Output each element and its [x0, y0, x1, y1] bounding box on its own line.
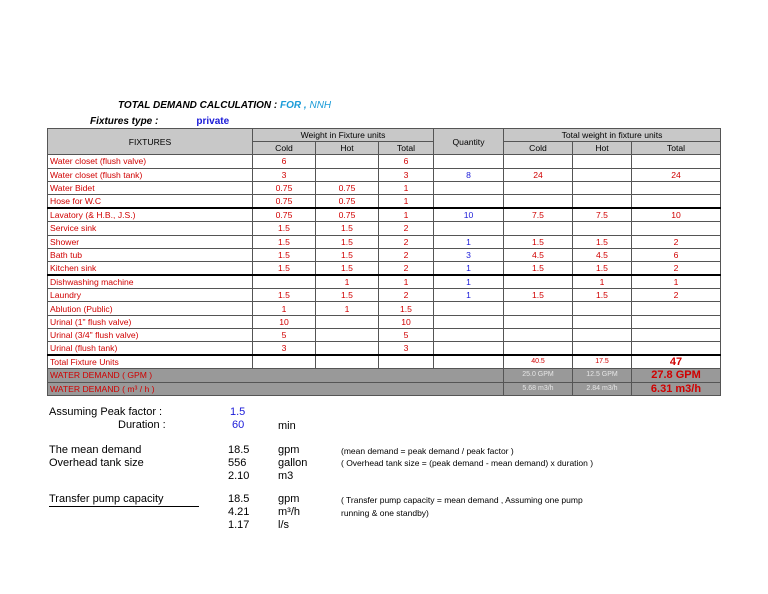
- header-hot: Hot: [316, 142, 379, 155]
- weight-hot: 1.5: [316, 235, 379, 248]
- mean-demand-unit: gpm: [278, 444, 300, 456]
- demand-gpm-total: 27.8 GPM: [632, 369, 721, 382]
- quantity: [434, 222, 504, 235]
- weight-total: 2: [379, 222, 434, 235]
- total-hot: [573, 194, 632, 208]
- demand-gpm-hot: 12.5 GPM: [573, 369, 632, 382]
- fixture-name: Kitchen sink: [48, 261, 253, 275]
- total-total: [632, 155, 721, 168]
- quantity: [434, 328, 504, 341]
- total-cold: 1.5: [504, 261, 573, 275]
- weight-total: 1: [379, 194, 434, 208]
- quantity: 3: [434, 248, 504, 261]
- total-hot: [573, 328, 632, 341]
- demand-table: [47, 128, 721, 396]
- quantity: 1: [434, 261, 504, 275]
- quantity: 1: [434, 275, 504, 289]
- mean-demand-value: 18.5: [228, 444, 250, 456]
- weight-cold: 1.5: [253, 261, 316, 275]
- pump-note-line1: ( Transfer pump capacity = mean demand , Assuming one pump: [341, 495, 583, 505]
- total-total: 2: [632, 235, 721, 248]
- total-total: 2: [632, 261, 721, 275]
- weight-cold: 0.75: [253, 181, 316, 194]
- table-row: [48, 328, 721, 341]
- pump-note-line2: running & one standby): [341, 508, 429, 518]
- mean-demand-label: The mean demand: [49, 444, 142, 456]
- weight-cold: 0.75: [253, 194, 316, 208]
- weight-total: 2: [379, 248, 434, 261]
- quantity: [434, 302, 504, 315]
- total-cold: [504, 275, 573, 289]
- total-hot: [573, 342, 632, 356]
- pump-m3h-value: 4.21: [228, 506, 250, 518]
- weight-cold: 10: [253, 315, 316, 328]
- table-row: [48, 194, 721, 208]
- demand-m3h-label: WATER DEMAND ( m³ / h ): [48, 382, 253, 395]
- weight-hot: 0.75: [316, 181, 379, 194]
- table-row: [48, 302, 721, 315]
- table-row: [48, 181, 721, 194]
- fixture-name: Lavatory (& H.B., J.S.): [48, 208, 253, 222]
- fixture-name: Service sink: [48, 222, 253, 235]
- weight-hot: 0.75: [316, 194, 379, 208]
- table-row: [48, 168, 721, 181]
- total-cold: [504, 155, 573, 168]
- title-for: FOR: [280, 100, 302, 111]
- totals-row: [48, 355, 721, 369]
- tank-size-note: ( Overhead tank size = (peak demand - mean demand) x duration ): [341, 458, 594, 468]
- pump-ls-unit: l/s: [278, 519, 289, 531]
- fixture-name: Laundry: [48, 289, 253, 302]
- total-total: [632, 222, 721, 235]
- weight-cold: 5: [253, 328, 316, 341]
- demand-m3h-cold: 5.68 m3/h: [504, 382, 573, 395]
- fixture-name: Water closet (flush tank): [48, 168, 253, 181]
- weight-hot: [316, 342, 379, 356]
- quantity: 1: [434, 289, 504, 302]
- fixture-name: Hose for W.C: [48, 194, 253, 208]
- quantity: 8: [434, 168, 504, 181]
- tank-m3-value: 2.10: [228, 470, 250, 482]
- total-cold: [504, 315, 573, 328]
- total-cold: 24: [504, 168, 573, 181]
- fixture-name: Bath tub: [48, 248, 253, 261]
- weight-hot: 0.75: [316, 208, 379, 222]
- table-row: [48, 289, 721, 302]
- total-total: 1: [632, 275, 721, 289]
- tank-size-unit: gallon: [278, 457, 308, 469]
- weight-hot: 1.5: [316, 248, 379, 261]
- total-cold: 1.5: [504, 289, 573, 302]
- total-hot: [573, 155, 632, 168]
- total-cold: 4.5: [504, 248, 573, 261]
- weight-hot: 1: [316, 302, 379, 315]
- title-comma: ,: [301, 100, 307, 111]
- total-total: [632, 342, 721, 356]
- table-row: [48, 235, 721, 248]
- weight-hot: [316, 328, 379, 341]
- fixture-name: Urinal (3/4" flush valve): [48, 328, 253, 341]
- total-hot: [573, 302, 632, 315]
- pump-ls-value: 1.17: [228, 519, 250, 531]
- header-total-cold: Cold: [504, 142, 573, 155]
- title-text: TOTAL DEMAND CALCULATION :: [118, 100, 281, 111]
- demand-gpm-row: [48, 369, 721, 382]
- header-total-group: Total weight in fixture units: [504, 129, 721, 142]
- total-hot: 1.5: [573, 235, 632, 248]
- header-total-total: Total: [632, 142, 721, 155]
- total-hot: 7.5: [573, 208, 632, 222]
- table-row: [48, 261, 721, 275]
- fixture-rows: [48, 155, 721, 355]
- total-cold: 7.5: [504, 208, 573, 222]
- tank-size-value: 556: [228, 457, 247, 469]
- weight-cold: 1.5: [253, 222, 316, 235]
- demand-gpm-label: WATER DEMAND ( GPM ): [48, 369, 253, 382]
- fixtures-type-label: Fixtures type :: [90, 116, 159, 127]
- weight-total: 3: [379, 168, 434, 181]
- weight-total: 10: [379, 315, 434, 328]
- total-total: [632, 302, 721, 315]
- duration-value: 60: [232, 419, 245, 431]
- total-cold: 1.5: [504, 235, 573, 248]
- tank-size-label: Overhead tank size: [49, 457, 144, 469]
- pump-m3h-unit: m³/h: [278, 506, 300, 518]
- weight-hot: [316, 155, 379, 168]
- fixtures-type-value: private: [196, 116, 230, 127]
- fixture-name: Water closet (flush valve): [48, 155, 253, 168]
- total-hot: [573, 222, 632, 235]
- weight-total: 6: [379, 155, 434, 168]
- total-hot: 1.5: [573, 289, 632, 302]
- weight-cold: 1.5: [253, 289, 316, 302]
- weight-total: 1: [379, 208, 434, 222]
- weight-total: 1.5: [379, 302, 434, 315]
- weight-total: 2: [379, 261, 434, 275]
- total-total: [632, 328, 721, 341]
- mean-demand-note: (mean demand = peak demand / peak factor ): [341, 446, 514, 456]
- pump-capacity-label: Transfer pump capacity: [49, 493, 199, 507]
- fixture-name: Urinal (flush tank): [48, 342, 253, 356]
- weight-hot: [316, 168, 379, 181]
- table-row: [48, 275, 721, 289]
- demand-m3h-row: [48, 382, 721, 395]
- weight-total: 2: [379, 289, 434, 302]
- totals-total: 47: [632, 355, 721, 369]
- header-cold: Cold: [253, 142, 316, 155]
- total-total: [632, 181, 721, 194]
- weight-total: 1: [379, 181, 434, 194]
- header-fixtures: FIXTURES: [48, 129, 253, 155]
- total-cold: [504, 302, 573, 315]
- totals-label: Total Fixture Units: [48, 355, 253, 369]
- weight-hot: 1.5: [316, 222, 379, 235]
- total-hot: [573, 181, 632, 194]
- quantity: [434, 155, 504, 168]
- totals-cold: 40.5: [504, 355, 573, 369]
- total-total: [632, 315, 721, 328]
- total-cold: [504, 194, 573, 208]
- fixture-name: Urinal (1" flush valve): [48, 315, 253, 328]
- table-row: [48, 155, 721, 168]
- weight-cold: [253, 275, 316, 289]
- quantity: [434, 342, 504, 356]
- table-row: [48, 342, 721, 356]
- header-row-1: [48, 129, 721, 142]
- total-hot: 1.5: [573, 261, 632, 275]
- total-cold: [504, 342, 573, 356]
- tank-m3-unit: m3: [278, 470, 294, 482]
- weight-cold: 6: [253, 155, 316, 168]
- header-total: Total: [379, 142, 434, 155]
- total-total: 2: [632, 289, 721, 302]
- total-hot: 4.5: [573, 248, 632, 261]
- total-total: 24: [632, 168, 721, 181]
- total-total: 10: [632, 208, 721, 222]
- weight-cold: 1.5: [253, 248, 316, 261]
- quantity: [434, 194, 504, 208]
- weight-cold: 0.75: [253, 208, 316, 222]
- table-row: [48, 248, 721, 261]
- total-cold: [504, 328, 573, 341]
- weight-hot: 1.5: [316, 261, 379, 275]
- duration-unit: min: [278, 420, 296, 432]
- header-total-hot: Hot: [573, 142, 632, 155]
- totals-hot: 17.5: [573, 355, 632, 369]
- total-total: [632, 194, 721, 208]
- pump-capacity-unit: gpm: [278, 493, 300, 505]
- fixtures-type-line: [90, 116, 229, 127]
- weight-cold: 1: [253, 302, 316, 315]
- table-row: [48, 315, 721, 328]
- total-hot: [573, 168, 632, 181]
- demand-gpm-cold: 25.0 GPM: [504, 369, 573, 382]
- fixture-name: Dishwashing machine: [48, 275, 253, 289]
- pump-capacity-value: 18.5: [228, 493, 250, 505]
- total-cold: [504, 222, 573, 235]
- title-project: NNH: [309, 100, 332, 111]
- weight-total: 2: [379, 235, 434, 248]
- total-hot: [573, 315, 632, 328]
- header-quantity: Quantity: [434, 129, 504, 155]
- table-row: [48, 208, 721, 222]
- fixture-name: Water Bidet: [48, 181, 253, 194]
- total-total: 6: [632, 248, 721, 261]
- weight-cold: 3: [253, 342, 316, 356]
- fixture-name: Shower: [48, 235, 253, 248]
- duration-label: Duration :: [118, 419, 166, 431]
- page-title: [118, 100, 331, 111]
- total-cold: [504, 181, 573, 194]
- peak-factor-label: Assuming Peak factor :: [49, 406, 163, 418]
- table-row: [48, 222, 721, 235]
- weight-hot: 1.5: [316, 289, 379, 302]
- weight-hot: [316, 315, 379, 328]
- weight-cold: 1.5: [253, 235, 316, 248]
- weight-total: 1: [379, 275, 434, 289]
- quantity: [434, 181, 504, 194]
- quantity: 10: [434, 208, 504, 222]
- demand-m3h-total: 6.31 m3/h: [632, 382, 721, 395]
- weight-cold: 3: [253, 168, 316, 181]
- weight-total: 3: [379, 342, 434, 356]
- weight-hot: 1: [316, 275, 379, 289]
- fixture-name: Ablution (Public): [48, 302, 253, 315]
- demand-m3h-hot: 2.84 m3/h: [573, 382, 632, 395]
- header-weight-group: Weight in Fixture units: [253, 129, 434, 142]
- quantity: 1: [434, 235, 504, 248]
- total-hot: 1: [573, 275, 632, 289]
- peak-factor-value: 1.5: [230, 406, 246, 418]
- quantity: [434, 315, 504, 328]
- weight-total: 5: [379, 328, 434, 341]
